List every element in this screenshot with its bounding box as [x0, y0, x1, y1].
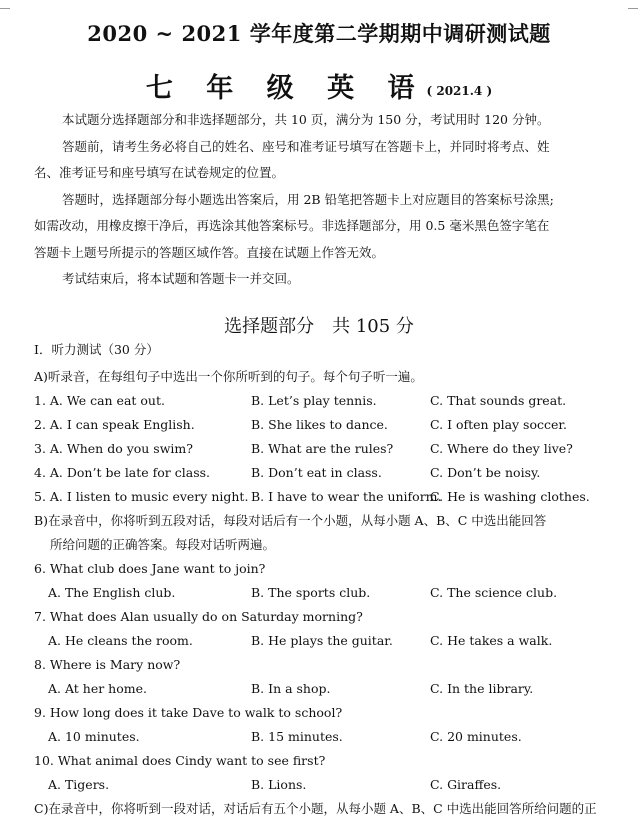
question-5-option-a: 5. A. I listen to music every night. [34, 489, 249, 504]
question-10: 10. What animal does Cindy want to see first? [34, 753, 326, 768]
question-8-option-a: A. At her home. [48, 681, 147, 696]
part-c-instruction: C)在录音中，你将听到一段对话，对话后有五个小题，从每小题 A、B、C 中选出能回答所给问题的正 [34, 801, 597, 816]
question-9-option-b: B. 15 minutes. [251, 729, 343, 744]
part-b-instruction: B)在录音中，你将听到五段对话，每段对话后有一个小题，从每小题 A、B、C 中选出能回答 [34, 513, 547, 528]
question-6-option-c: C. The science club. [430, 585, 558, 600]
instruction-line: 如需改动，用橡皮擦干净后，再选涂其他答案标号。非选择题部分，用 0.5 毫米黑色签字笔在 [34, 218, 550, 233]
question-8-option-b: B. In a shop. [251, 681, 331, 696]
question-1-option-a: 1. A. We can eat out. [34, 393, 165, 408]
question-5-option-c: C. He is washing clothes. [430, 489, 590, 504]
question-2-option-c: C. I often play soccer. [430, 417, 567, 432]
question-6-option-b: B. The sports club. [251, 585, 371, 600]
question-6-option-a: A. The English club. [48, 585, 176, 600]
question-7: 7. What does Alan usually do on Saturday morning? [34, 609, 363, 624]
question-9: 9. How long does it take Dave to walk to school? [34, 705, 343, 720]
question-4-option-c: C. Don’t be noisy. [430, 465, 541, 480]
question-9-option-a: A. 10 minutes. [48, 729, 140, 744]
question-3-option-c: C. Where do they live? [430, 441, 573, 456]
question-2-option-b: B. She likes to dance. [251, 417, 388, 432]
question-10-option-b: B. Lions. [251, 777, 307, 792]
exam-subtitle [0, 66, 638, 105]
question-10-option-c: C. Giraffes. [430, 777, 502, 792]
question-8: 8. Where is Mary now? [34, 657, 181, 672]
instruction-line: 本试题分选择题部分和非选择题部分，共 10 页，满分为 150 分，考试用时 120 分钟。 [62, 112, 550, 127]
question-3-option-b: B. What are the rules? [251, 441, 394, 456]
question-3-option-a: 3. A. When do you swim? [34, 441, 193, 456]
question-7-option-a: A. He cleans the room. [48, 633, 193, 648]
question-1-option-b: B. Let’s play tennis. [251, 393, 377, 408]
subject-title: 七 年 级 英 语 [145, 73, 427, 104]
section-title: 选择题部分 共 105 分 [224, 316, 414, 337]
instruction-line: 答题时，选择题部分每小题选出答案后，用 2B 铅笔把答题卡上对应题目的答案标号涂黑; [62, 192, 554, 207]
question-4-option-a: 4. A. Don’t be late for class. [34, 465, 211, 480]
question-2-option-a: 2. A. I can speak English. [34, 417, 195, 432]
corner-mark-left [0, 8, 10, 9]
question-9-option-c: C. 20 minutes. [430, 729, 522, 744]
question-10-option-a: A. Tigers. [48, 777, 110, 792]
question-7-option-b: B. He plays the guitar. [251, 633, 393, 648]
part-b-instruction-cont: 所给问题的正确答案。每段对话听两遍。 [50, 537, 276, 552]
question-1-option-c: C. That sounds great. [430, 393, 567, 408]
part-heading: I．听力测试（30 分） [34, 342, 159, 357]
exam-date: ( 2021.4 ) [426, 84, 493, 98]
question-4-option-b: B. Don’t eat in class. [251, 465, 382, 480]
question-8-option-c: C. In the library. [430, 681, 534, 696]
exam-title: 2020 ~ 2021 学年度第二学期期中调研测试题 [87, 21, 551, 46]
instruction-line: 考试结束后，将本试题和答题卡一并交回。 [62, 271, 300, 286]
instruction-line: 名、准考证号和座号填写在试卷规定的位置。 [34, 165, 285, 180]
question-6: 6. What club does Jane want to join? [34, 561, 266, 576]
question-7-option-c: C. He takes a walk. [430, 633, 553, 648]
instruction-line: 答题卡上题号所提示的答题区域作答。直接在试题上作答无效。 [34, 245, 385, 260]
corner-mark-right [628, 8, 638, 9]
question-5-option-b: B. I have to wear the uniform. [251, 489, 442, 504]
instruction-line: 答题前，请考生务必将自己的姓名、座号和准考证号填写在答题卡上，并同时将考点、姓 [62, 139, 550, 154]
part-a-instruction: A)听录音，在每组句子中选出一个你所听到的句子。每个句子听一遍。 [34, 369, 423, 384]
